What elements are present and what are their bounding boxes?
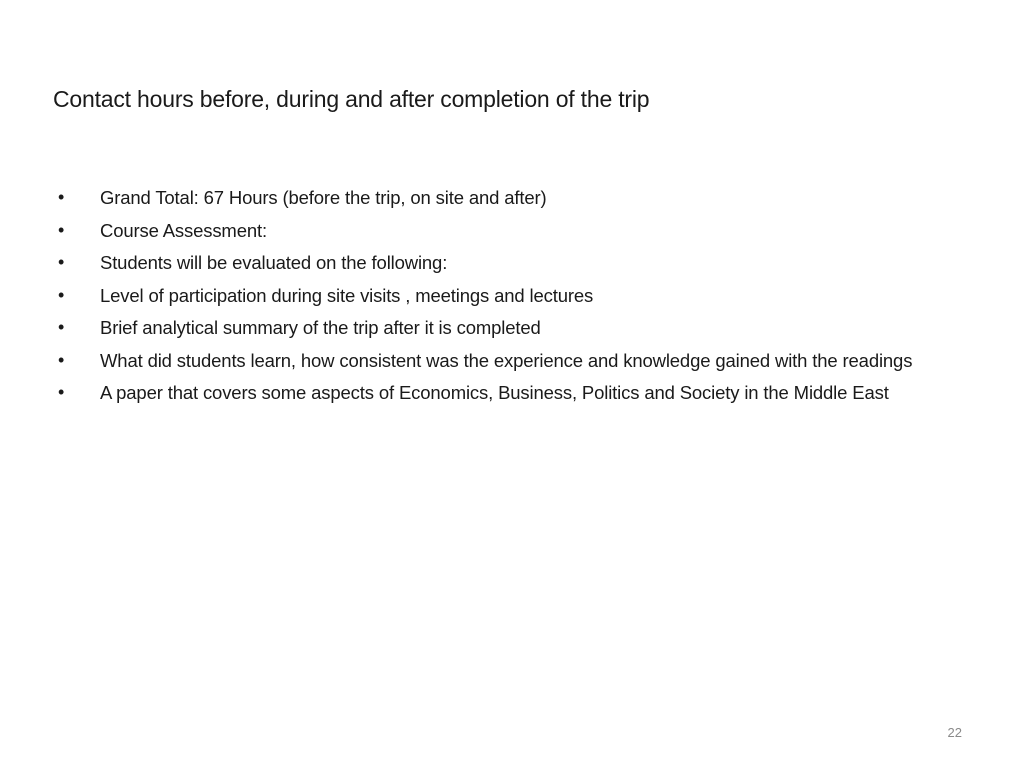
slide-number: 22	[947, 725, 962, 740]
list-item	[58, 347, 968, 375]
slide-title: Contact hours before, during and after completion of the trip	[53, 86, 650, 112]
bullet-icon: •	[58, 187, 65, 207]
list-item	[58, 282, 968, 310]
bullet-icon: •	[58, 317, 65, 337]
bullet-icon: •	[58, 252, 65, 272]
bullet-list	[58, 184, 968, 412]
bullet-text: What did students learn, how consistent was the experience and knowledge gained with the readings	[100, 349, 913, 371]
list-item	[58, 184, 968, 212]
bullet-text: Students will be evaluated on the following:	[100, 252, 448, 273]
list-item	[58, 314, 968, 342]
bullet-text: Brief analytical summary of the trip after it is completed	[100, 317, 541, 338]
bullet-text: Grand Total: 67 Hours (before the trip, on site and after)	[100, 187, 547, 208]
bullet-icon: •	[58, 284, 65, 305]
bullet-text: Course Assessment:	[100, 219, 267, 241]
bullet-text: A paper that covers some aspects of Economics, Business, Politics and Society in the Middle East	[100, 382, 889, 403]
bullet-icon: •	[58, 219, 65, 240]
bullet-icon: •	[58, 349, 65, 370]
list-item	[58, 249, 968, 277]
bullet-text: Level of participation during site visits , meetings and lectures	[100, 284, 594, 306]
list-item	[58, 379, 968, 407]
bullet-icon: •	[58, 382, 65, 402]
list-item	[58, 217, 968, 245]
